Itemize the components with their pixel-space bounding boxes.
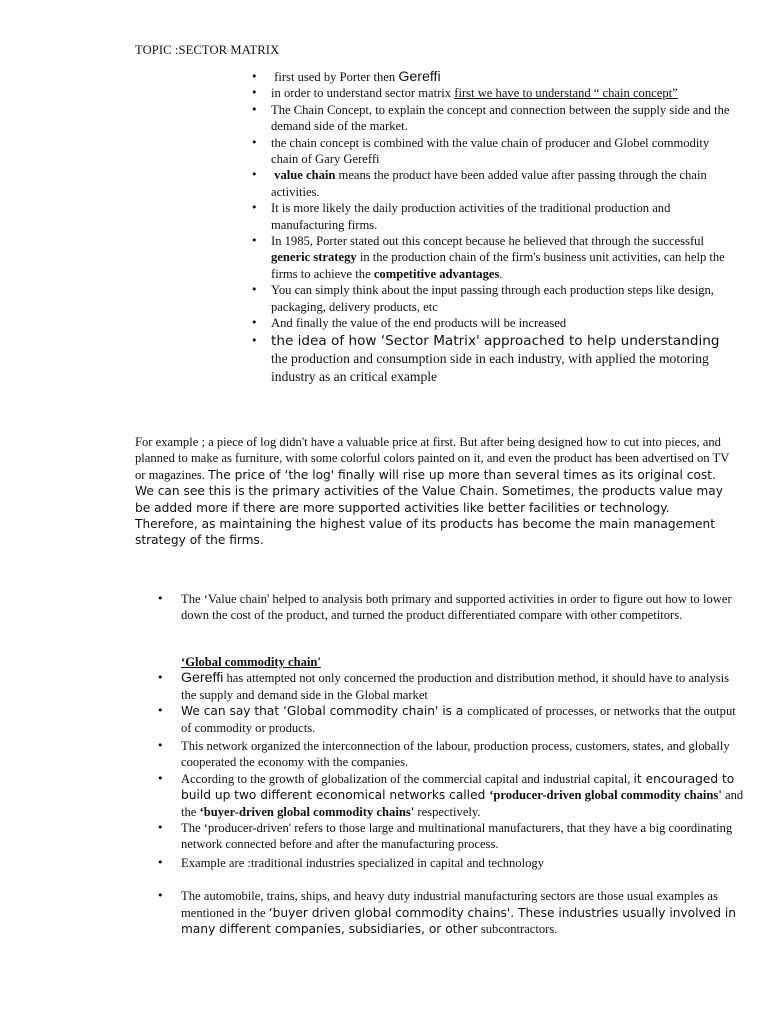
list-item: • the chain concept is combined with the value chain of producer and Globel commodity chain of Gary Gereffi (248, 135, 738, 168)
list-item: • Example are :traditional industries specialized in capital and technology (155, 855, 745, 871)
list-item-text: the production and consumption side in each industry, with applied the motoring industry as an critical example (271, 351, 709, 384)
list-item: • The ‘producer-driven' refers to those large and multinational manufacturers, that they have a big coordinating network connected before and after the manufacturing process. (155, 820, 745, 853)
list-item-text: it encouraged to build up two different economical networks called (181, 771, 735, 803)
list-item-text: According to the growth of globalization of the commercial capital and industrial capital, (181, 771, 634, 786)
list-item-text: We can say that ‘Global commodity chain' is a (181, 704, 468, 719)
global-commodity-chain-section (155, 654, 745, 938)
list-item-text: Gereffi (398, 69, 441, 85)
example-paragraph (135, 434, 735, 549)
list-item-text: ‘buyer driven global commodity chains'. These industries usually involved in many different companies, subsidiaries, or other (181, 905, 736, 937)
list-item-text: Gereffi (181, 670, 224, 687)
list-item: • The ‘Value chain' helped to analysis both primary and supported activities in order to figure out how to lower down the cost of the product, and turned the product differentiated compare with other competitors. (155, 591, 745, 624)
list-item (248, 233, 738, 282)
page-title: TOPIC :SECTOR MATRIX (135, 43, 280, 57)
list-item (155, 771, 745, 820)
list-item-text: means the product have been added value after passing through the chain activities. (271, 168, 707, 199)
list-item (155, 703, 745, 736)
list-item (248, 85, 738, 101)
list-item: • It is more likely the daily production activities of the traditional production and manufacturing firms. (248, 200, 738, 233)
list-item: • And finally the value of the end products will be increased (248, 315, 738, 331)
bold-term: competitive advantages (373, 266, 500, 281)
list-item: • This network organized the interconnection of the labour, production process, customers, states, and globally cooperated the economy with the companies. (155, 738, 745, 771)
list-item (248, 69, 738, 85)
section-heading: ‘Global commodity chain' (181, 655, 321, 669)
list-item-text: The automobile, trains, ships, and heavy duty industrial manufacturing sectors are those usual examples as mentioned in the (181, 889, 718, 920)
list-item-text: first used by Porter then (274, 70, 399, 84)
list-item-text: in order to understand sector matrix (271, 86, 455, 101)
bold-term: generic strategy (271, 250, 357, 265)
list-item-text: in the production chain of the firm's business unit activities, can help the firms to achieve the (271, 250, 725, 281)
list-item-text: respectively. (414, 804, 481, 819)
list-item-text: In 1985, Porter stated out this concept because he believed that through the successful (271, 234, 704, 249)
list-item-text: and the (181, 788, 744, 819)
list-item-text: subcontractors. (477, 922, 558, 937)
underlined-text: first we have to understand “ chain concept” (454, 86, 678, 101)
paragraph-text: The price of ‘the log' finally will rise up more than several times as its original cost. We can see this is the primary activities of the Value Chain. Sometimes, the products value may be added more if there are more supported activities like better facilities or technology. Therefore, as maintaining the highest value of its products has become the main management strategy of the firms. (135, 467, 723, 548)
list-item-text: has attempted not only concerned the production and distribution method, it should have to analysis the supply and demand side in the Global market (181, 671, 730, 702)
paragraph-text: For example ; a piece of log didn't have a valuable price at first. But after being designed how to cut into pieces, and planned to make as furniture, with some colorful colors painted on it, and even the product has been advertised on TV or magazines. (135, 435, 730, 482)
list-item (155, 888, 745, 937)
list-item (248, 167, 738, 200)
bullet-list-global-commodity-chain-items (155, 670, 745, 937)
list-item: • You can simply think about the input passing through each production steps like design, packaging, delivery products, etc (248, 282, 738, 315)
list-item-text: . (499, 266, 503, 281)
list-item-text: complicated of processes, or networks that the output of commodity or products. (181, 704, 736, 735)
list-item-text: the idea of how ‘Sector Matrix' approached to help understanding (271, 332, 720, 349)
bullet-list-sector-matrix (248, 69, 738, 385)
list-item (248, 332, 738, 386)
bold-term: ‘buyer-driven global commodity chains' (199, 804, 415, 819)
bold-term: ‘producer-driven global commodity chains' (489, 788, 722, 803)
list-item (155, 670, 745, 703)
bullet-list-global-commodity-chain (155, 591, 745, 624)
bold-term: value chain (274, 168, 336, 183)
list-item: • The Chain Concept, to explain the concept and connection between the supply side and the demand side of the market. (248, 102, 738, 135)
